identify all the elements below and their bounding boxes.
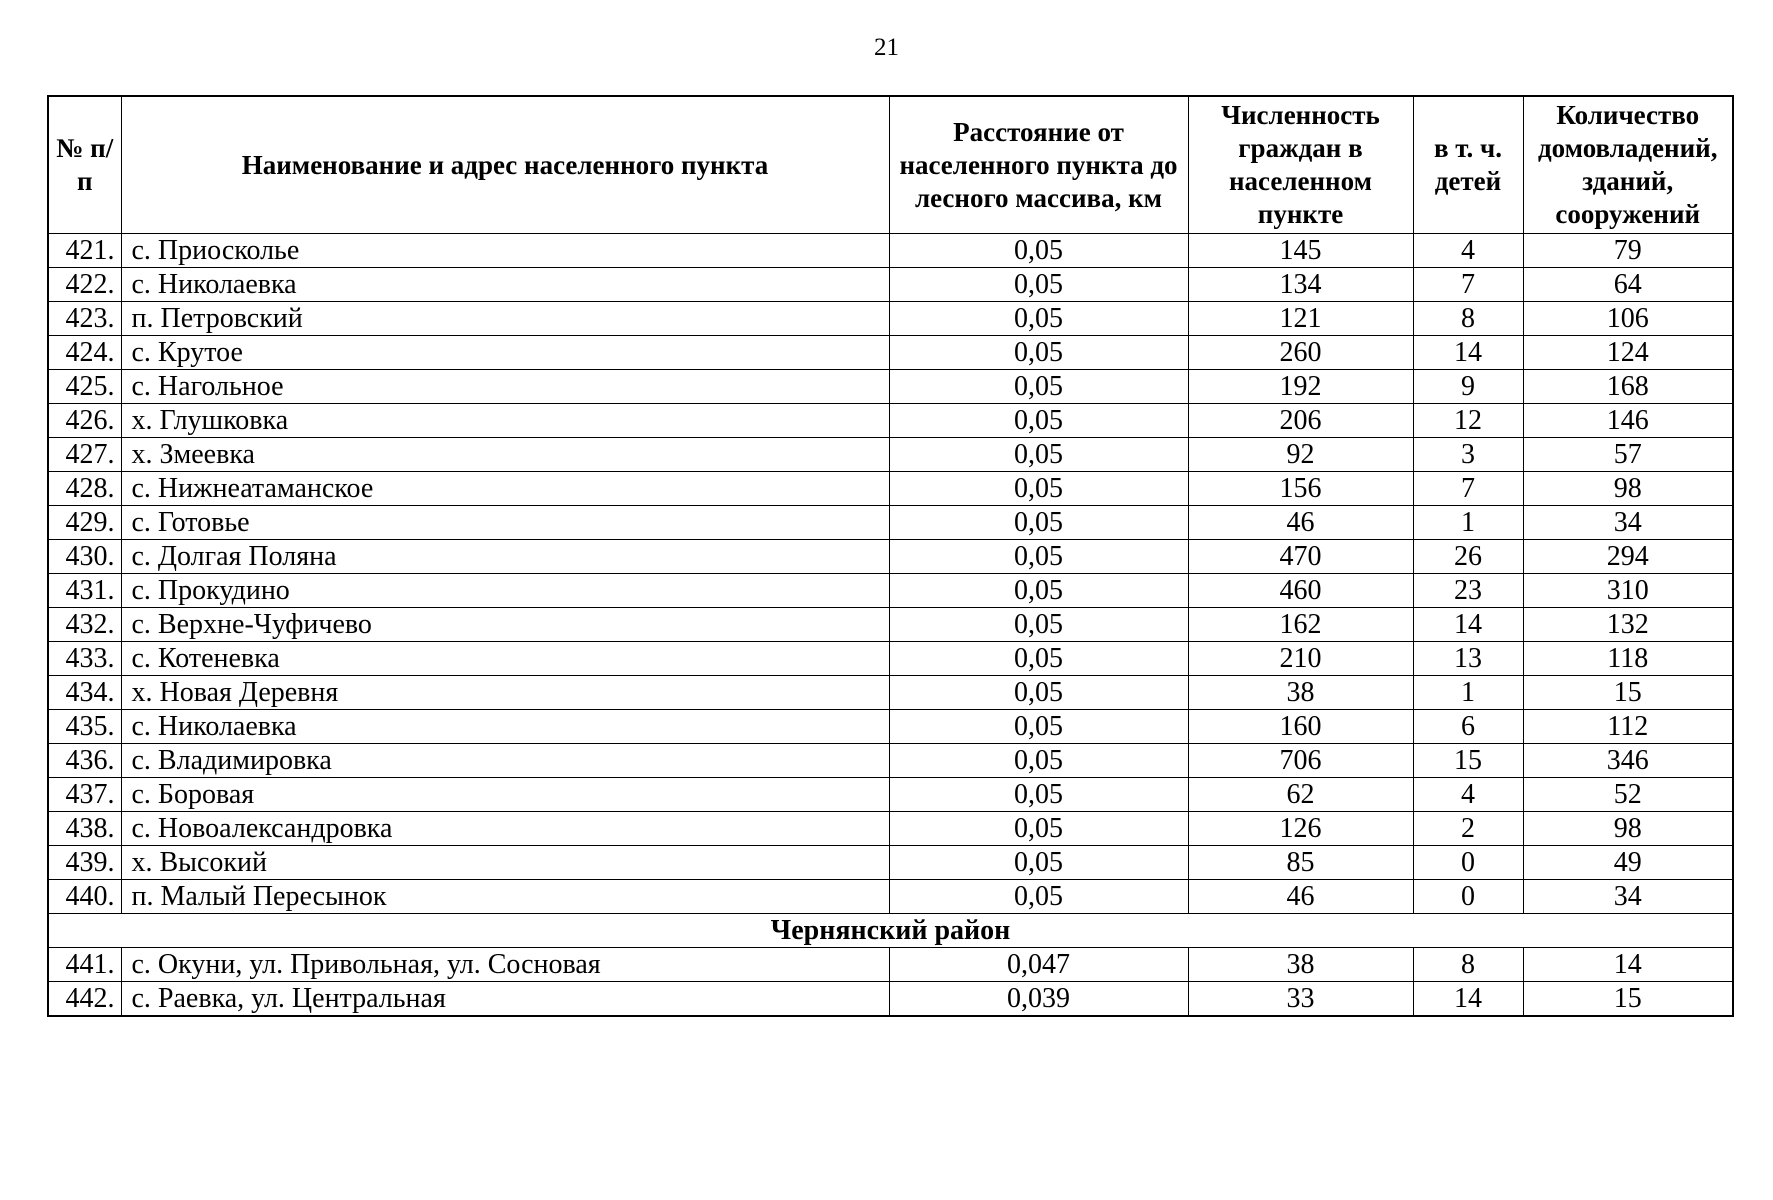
table-row [48, 234, 1733, 268]
cell-name: с. Николаевка [121, 268, 889, 302]
cell-name: с. Раевка, ул. Центральная [121, 982, 889, 1017]
cell-num: 428. [48, 472, 121, 506]
cell-num: 434. [48, 676, 121, 710]
table-row [48, 744, 1733, 778]
cell-children: 15 [1413, 744, 1523, 778]
cell-name: с. Владимировка [121, 744, 889, 778]
table-row [48, 506, 1733, 540]
cell-num: 441. [48, 948, 121, 982]
cell-distance: 0,05 [889, 438, 1188, 472]
table-row [48, 642, 1733, 676]
table-row [48, 370, 1733, 404]
cell-num: 423. [48, 302, 121, 336]
table-row [48, 540, 1733, 574]
cell-distance: 0,05 [889, 540, 1188, 574]
cell-children: 2 [1413, 812, 1523, 846]
cell-households: 112 [1523, 710, 1733, 744]
cell-distance: 0,05 [889, 778, 1188, 812]
cell-name: с. Нижнеатаманское [121, 472, 889, 506]
header-num: № п/п [48, 96, 121, 234]
header-row [48, 96, 1733, 234]
cell-num: 433. [48, 642, 121, 676]
cell-population: 260 [1188, 336, 1413, 370]
cell-households: 34 [1523, 506, 1733, 540]
cell-population: 38 [1188, 676, 1413, 710]
table-row [48, 302, 1733, 336]
cell-children: 14 [1413, 608, 1523, 642]
table-header [48, 96, 1733, 234]
cell-households: 52 [1523, 778, 1733, 812]
cell-population: 706 [1188, 744, 1413, 778]
cell-children: 0 [1413, 880, 1523, 914]
cell-num: 440. [48, 880, 121, 914]
cell-households: 49 [1523, 846, 1733, 880]
cell-distance: 0,05 [889, 302, 1188, 336]
cell-distance: 0,05 [889, 574, 1188, 608]
cell-distance: 0,05 [889, 472, 1188, 506]
district-heading-row [48, 914, 1733, 948]
cell-num: 431. [48, 574, 121, 608]
cell-distance: 0,05 [889, 336, 1188, 370]
cell-population: 470 [1188, 540, 1413, 574]
cell-population: 46 [1188, 506, 1413, 540]
cell-distance: 0,05 [889, 676, 1188, 710]
cell-population: 38 [1188, 948, 1413, 982]
cell-households: 15 [1523, 676, 1733, 710]
cell-distance: 0,05 [889, 268, 1188, 302]
cell-households: 168 [1523, 370, 1733, 404]
cell-num: 429. [48, 506, 121, 540]
cell-distance: 0,05 [889, 846, 1188, 880]
cell-num: 439. [48, 846, 121, 880]
cell-num: 430. [48, 540, 121, 574]
cell-num: 438. [48, 812, 121, 846]
cell-population: 62 [1188, 778, 1413, 812]
cell-children: 1 [1413, 506, 1523, 540]
cell-households: 294 [1523, 540, 1733, 574]
cell-households: 34 [1523, 880, 1733, 914]
table-row [48, 880, 1733, 914]
cell-num: 421. [48, 234, 121, 268]
cell-households: 146 [1523, 404, 1733, 438]
cell-name: с. Приосколье [121, 234, 889, 268]
cell-name: с. Прокудино [121, 574, 889, 608]
cell-distance: 0,05 [889, 506, 1188, 540]
cell-distance: 0,05 [889, 880, 1188, 914]
cell-children: 4 [1413, 778, 1523, 812]
cell-households: 57 [1523, 438, 1733, 472]
cell-children: 1 [1413, 676, 1523, 710]
cell-name: п. Малый Пересынок [121, 880, 889, 914]
table-row [48, 676, 1733, 710]
header-name: Наименование и адрес населенного пункта [121, 96, 889, 234]
cell-population: 192 [1188, 370, 1413, 404]
table-row [48, 778, 1733, 812]
cell-children: 8 [1413, 948, 1523, 982]
district-heading: Чернянский район [48, 914, 1733, 948]
cell-households: 79 [1523, 234, 1733, 268]
cell-population: 126 [1188, 812, 1413, 846]
header-children: в т. ч. детей [1413, 96, 1523, 234]
cell-num: 424. [48, 336, 121, 370]
cell-households: 346 [1523, 744, 1733, 778]
cell-households: 124 [1523, 336, 1733, 370]
cell-population: 85 [1188, 846, 1413, 880]
cell-households: 64 [1523, 268, 1733, 302]
cell-households: 118 [1523, 642, 1733, 676]
cell-households: 132 [1523, 608, 1733, 642]
table-row [48, 608, 1733, 642]
cell-name: х. Новая Деревня [121, 676, 889, 710]
header-households: Количество домовладений, зданий, сооружений [1523, 96, 1733, 234]
cell-households: 106 [1523, 302, 1733, 336]
cell-households: 310 [1523, 574, 1733, 608]
cell-num: 435. [48, 710, 121, 744]
cell-name: с. Котеневка [121, 642, 889, 676]
cell-population: 92 [1188, 438, 1413, 472]
cell-population: 134 [1188, 268, 1413, 302]
cell-population: 210 [1188, 642, 1413, 676]
cell-children: 23 [1413, 574, 1523, 608]
cell-population: 145 [1188, 234, 1413, 268]
cell-children: 9 [1413, 370, 1523, 404]
cell-num: 426. [48, 404, 121, 438]
cell-num: 432. [48, 608, 121, 642]
cell-households: 98 [1523, 472, 1733, 506]
cell-distance: 0,05 [889, 234, 1188, 268]
cell-children: 7 [1413, 472, 1523, 506]
cell-children: 14 [1413, 336, 1523, 370]
table-row [48, 336, 1733, 370]
cell-num: 442. [48, 982, 121, 1017]
cell-population: 162 [1188, 608, 1413, 642]
cell-households: 15 [1523, 982, 1733, 1017]
cell-name: с. Долгая Поляна [121, 540, 889, 574]
cell-name: х. Высокий [121, 846, 889, 880]
table-row [48, 268, 1733, 302]
table-row [48, 472, 1733, 506]
cell-distance: 0,047 [889, 948, 1188, 982]
cell-children: 6 [1413, 710, 1523, 744]
cell-children: 26 [1413, 540, 1523, 574]
cell-distance: 0,05 [889, 710, 1188, 744]
cell-children: 3 [1413, 438, 1523, 472]
cell-name: с. Окуни, ул. Привольная, ул. Сосновая [121, 948, 889, 982]
cell-distance: 0,05 [889, 642, 1188, 676]
table-row [48, 574, 1733, 608]
cell-population: 156 [1188, 472, 1413, 506]
cell-distance: 0,05 [889, 404, 1188, 438]
table-row [48, 710, 1733, 744]
cell-children: 14 [1413, 982, 1523, 1017]
cell-children: 4 [1413, 234, 1523, 268]
cell-children: 12 [1413, 404, 1523, 438]
cell-population: 33 [1188, 982, 1413, 1017]
cell-num: 425. [48, 370, 121, 404]
cell-population: 46 [1188, 880, 1413, 914]
cell-num: 422. [48, 268, 121, 302]
cell-distance: 0,039 [889, 982, 1188, 1017]
cell-population: 206 [1188, 404, 1413, 438]
cell-name: с. Нагольное [121, 370, 889, 404]
header-distance: Расстояние от населенного пункта до лесного массива, км [889, 96, 1188, 234]
table-row [48, 846, 1733, 880]
settlements-table [47, 95, 1734, 1017]
cell-population: 460 [1188, 574, 1413, 608]
cell-name: с. Готовье [121, 506, 889, 540]
cell-name: с. Крутое [121, 336, 889, 370]
cell-distance: 0,05 [889, 744, 1188, 778]
cell-num: 436. [48, 744, 121, 778]
table-row [48, 982, 1733, 1017]
cell-children: 8 [1413, 302, 1523, 336]
cell-name: с. Верхне-Чуфичево [121, 608, 889, 642]
table-row [48, 948, 1733, 982]
page-number: 21 [874, 34, 899, 61]
cell-name: с. Николаевка [121, 710, 889, 744]
cell-population: 160 [1188, 710, 1413, 744]
cell-children: 0 [1413, 846, 1523, 880]
table-row [48, 404, 1733, 438]
cell-num: 437. [48, 778, 121, 812]
cell-distance: 0,05 [889, 370, 1188, 404]
cell-name: п. Петровский [121, 302, 889, 336]
cell-name: х. Змеевка [121, 438, 889, 472]
cell-children: 7 [1413, 268, 1523, 302]
cell-num: 427. [48, 438, 121, 472]
cell-distance: 0,05 [889, 812, 1188, 846]
cell-children: 13 [1413, 642, 1523, 676]
cell-population: 121 [1188, 302, 1413, 336]
cell-name: х. Глушковка [121, 404, 889, 438]
header-population: Численность граждан в населенном пункте [1188, 96, 1413, 234]
cell-name: с. Новоалександровка [121, 812, 889, 846]
table-row [48, 812, 1733, 846]
table-body [48, 234, 1733, 1017]
cell-name: с. Боровая [121, 778, 889, 812]
cell-households: 14 [1523, 948, 1733, 982]
cell-households: 98 [1523, 812, 1733, 846]
table-row [48, 438, 1733, 472]
cell-distance: 0,05 [889, 608, 1188, 642]
